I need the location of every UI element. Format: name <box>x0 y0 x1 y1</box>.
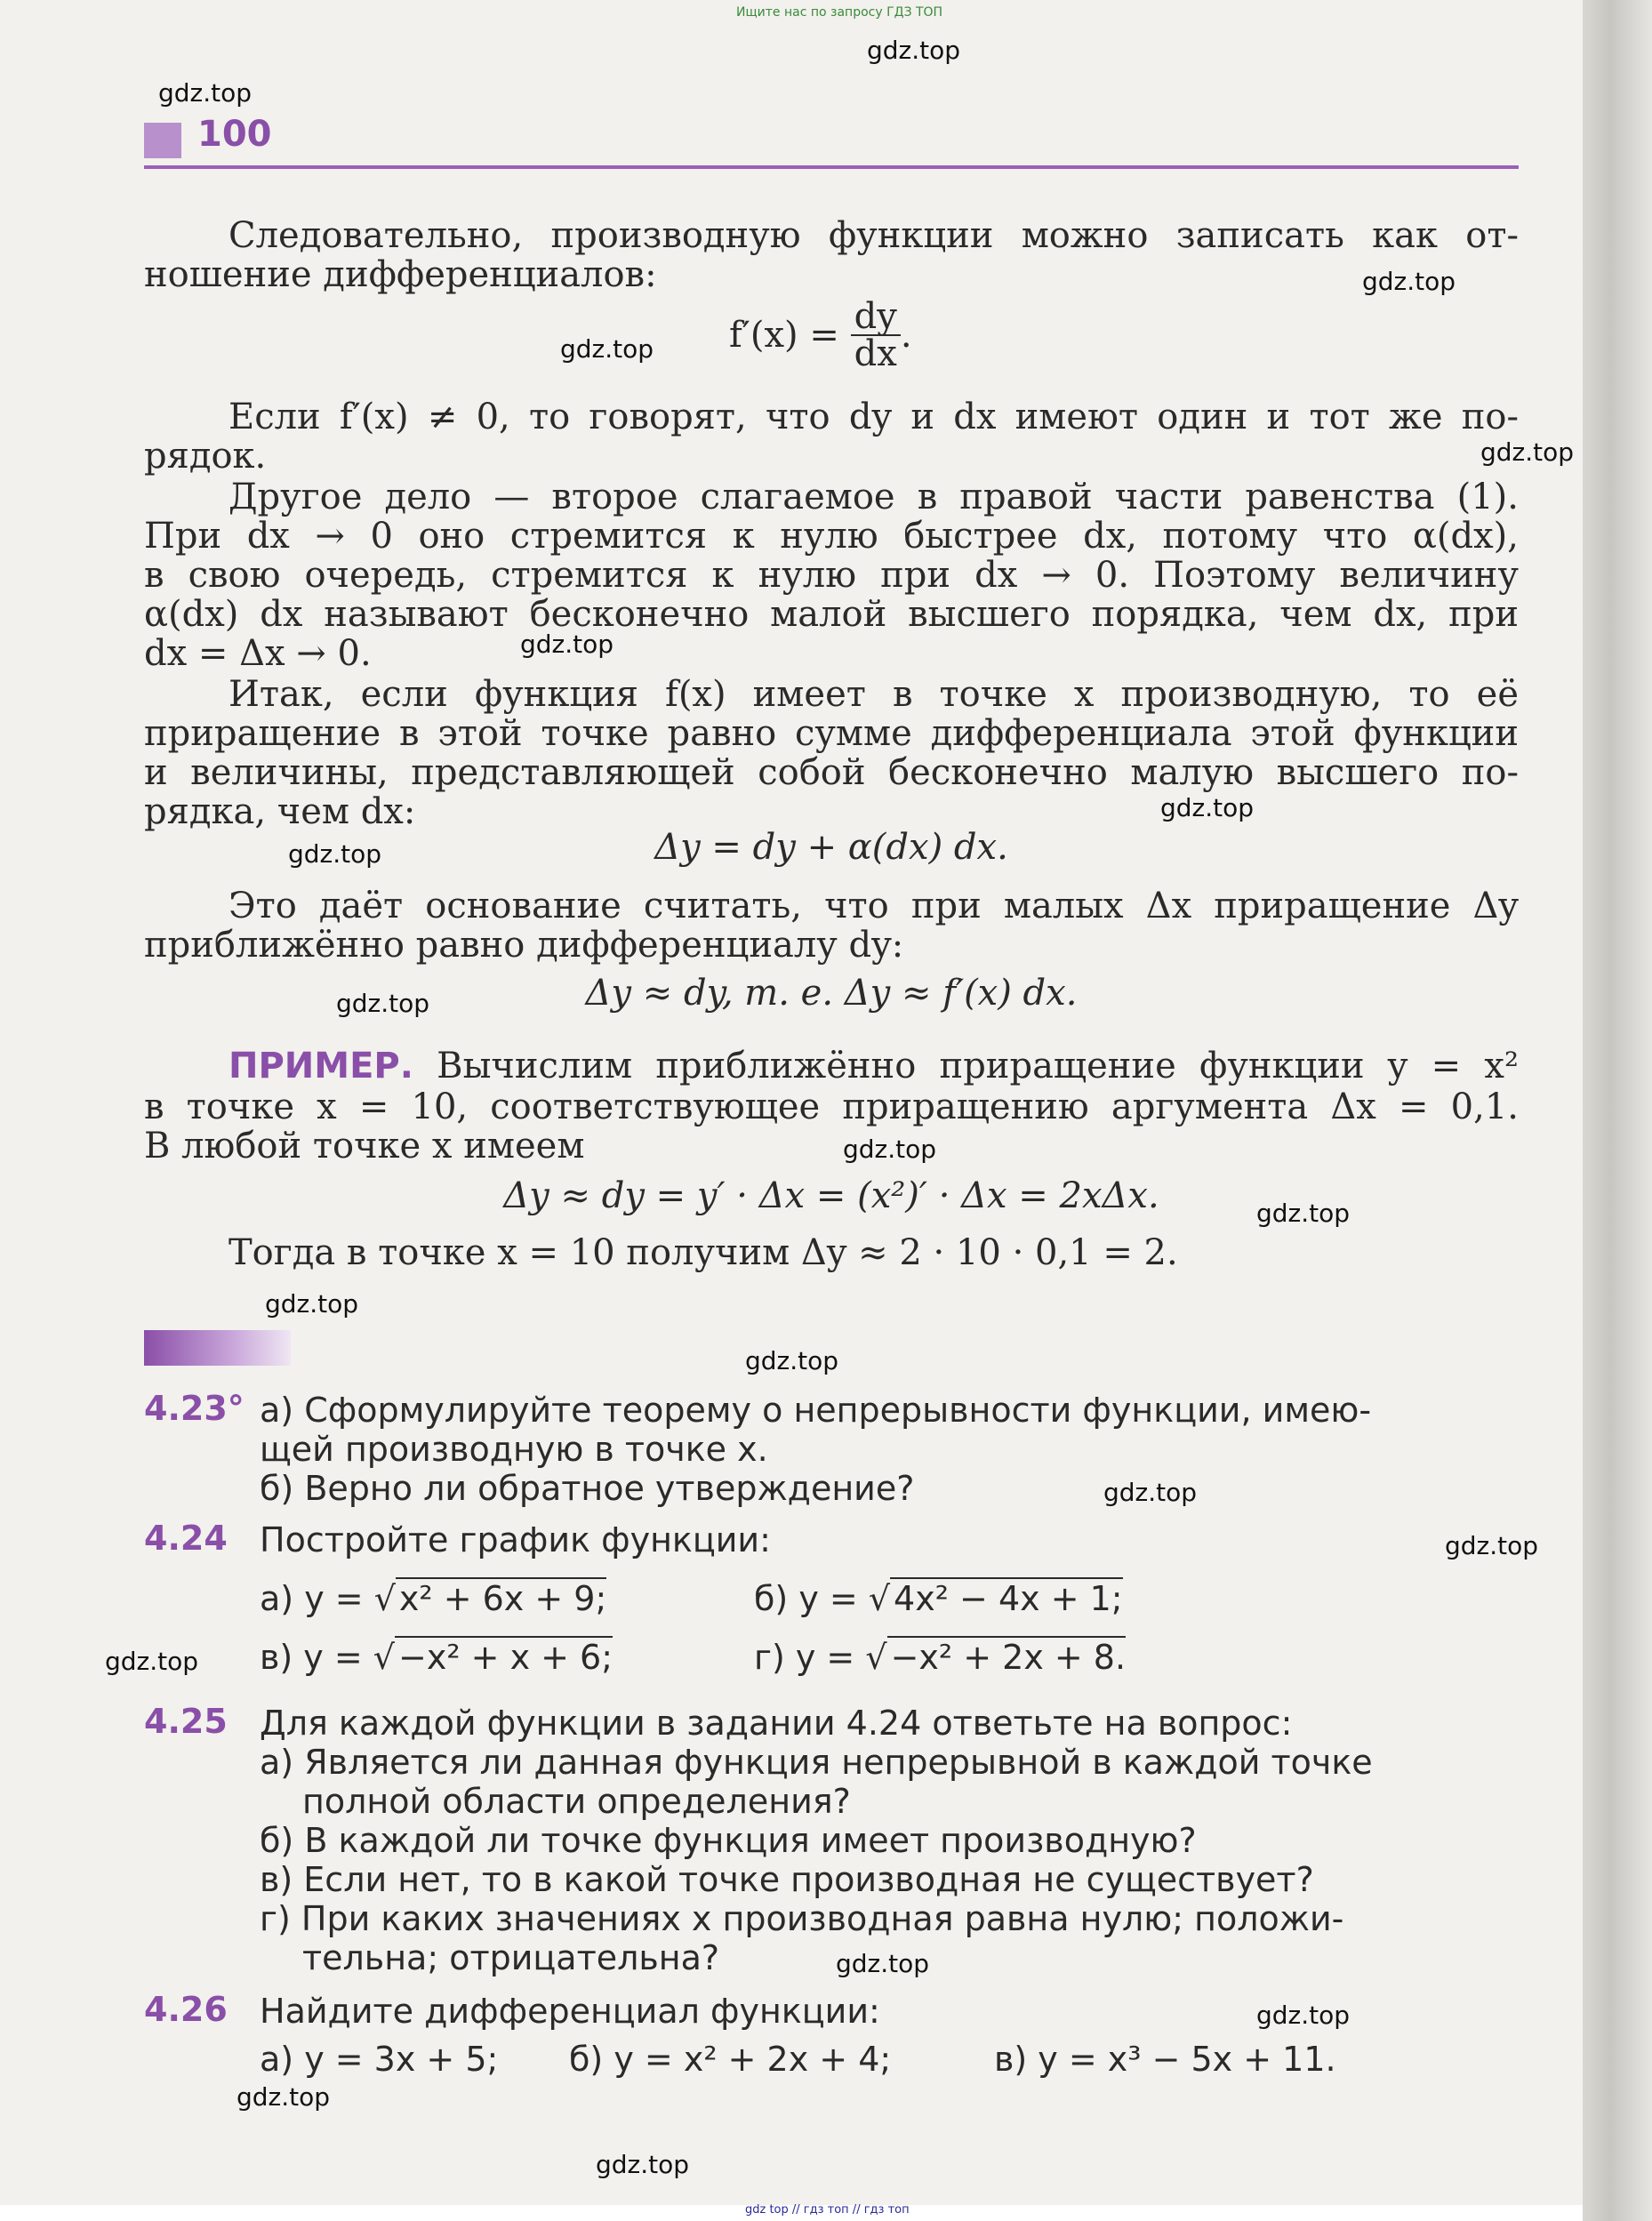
example-line2: в точке x = 10, соответствующее приращению аргумента Δx = 0,1. <box>144 1086 1519 1127</box>
sqrt-sign: √ <box>865 1638 887 1677</box>
para4-line3: и величины, представляющей собой бесконечно малую высшего по- <box>144 752 1519 793</box>
example-label: ПРИМЕР. <box>229 1046 413 1086</box>
task-number-4-23: 4.23° <box>144 1389 245 1428</box>
watermark-text: gdz.top <box>265 1289 359 1319</box>
watermark-text: gdz.top <box>105 1647 199 1676</box>
task-4-25-line1: Для каждой функции в задании 4.24 ответьте на вопрос: <box>260 1704 1293 1743</box>
task-4-24-line1: Постройте график функции: <box>260 1520 771 1560</box>
formula1-lhs: f′(x) = <box>729 315 839 356</box>
watermark-text: gdz.top <box>1480 437 1575 467</box>
watermark-text: gdz.top <box>288 839 382 869</box>
para5-line2: приближённо равно дифференциалу dy: <box>144 925 904 966</box>
exercises-section-bar <box>144 1330 291 1366</box>
task-4-24-v-radicand: −x² + x + 6; <box>395 1636 613 1677</box>
para4-line2: приращение в этой точке равно сумме дифференциала этой функции <box>144 713 1519 754</box>
para3-line4: α(dx) dx называют бесконечно малой высшего порядка, чем dx, при <box>144 594 1519 635</box>
para2-line2: рядок. <box>144 436 267 477</box>
watermark-text: gdz.top <box>1445 1531 1539 1560</box>
watermark-text: gdz.top <box>843 1135 937 1164</box>
para3-line2: При dx → 0 оно стремится к нулю быстрее dx, потому что α(dx), <box>144 516 1520 557</box>
task-4-25-line4: б) В каждой ли точке функция имеет производную? <box>260 1821 1197 1860</box>
para3-line1: Другое дело — второе слагаемое в правой части равенства (1). <box>229 477 1519 517</box>
task-4-26-line1: Найдите дифференциал функции: <box>260 1992 880 2031</box>
para4-line1: Итак, если функция f(x) имеет в точке x производную, то её <box>229 674 1519 715</box>
task-4-24-item-g <box>754 1638 1126 1677</box>
example-formula: Δy ≈ dy = y′ · Δx = (x²)′ · Δx = 2xΔx. <box>503 1175 1159 1216</box>
watermark-text: gdz.top <box>560 334 654 364</box>
task-4-24-item-b <box>754 1579 1123 1618</box>
task-number-4-25: 4.25 <box>144 1702 228 1741</box>
formula1-numerator: dy <box>851 299 901 336</box>
example-line1 <box>144 1046 1519 1086</box>
task-4-25-line5: в) Если нет, то в какой точке производная не существует? <box>260 1860 1314 1899</box>
para3-line3: в свою очередь, стремится к нулю при dx → 0. Поэтому величину <box>144 555 1519 596</box>
task-4-24-b-radicand: 4x² − 4x + 1; <box>890 1577 1123 1618</box>
formula-approximation: Δy ≈ dy, т. е. Δy ≈ f′(x) dx. <box>585 973 1078 1014</box>
task-4-25-line6: г) При каких значениях x производная равна нулю; положи- <box>260 1899 1344 1938</box>
sqrt-sign: √ <box>373 1579 396 1618</box>
watermark-text: gdz.top <box>1256 2001 1351 2030</box>
para1-line1: Следовательно, производную функции можно записать как от- <box>229 215 1519 256</box>
task-4-26-item-b: б) y = x² + 2x + 4; <box>569 2040 892 2079</box>
formula-increment: Δy = dy + α(dx) dx. <box>654 827 1008 868</box>
para2-line1: Если f′(x) ≠ 0, то говорят, что dy и dx имеют один и тот же по- <box>229 397 1519 437</box>
task-4-23-line2: щей производную в точке x. <box>260 1430 768 1469</box>
sqrt-sign: √ <box>868 1579 891 1618</box>
top-search-note: Ищите нас по запросу ГДЗ ТОП <box>736 5 943 20</box>
task-4-23-line3: б) Верно ли обратное утверждение? <box>260 1469 915 1508</box>
header-rule <box>144 165 1519 169</box>
bottom-note: gdz top // гдз топ // гдз топ <box>745 2203 910 2217</box>
sqrt-sign: √ <box>373 1638 396 1677</box>
task-4-25-line2: а) Является ли данная функция непрерывной в каждой точке <box>260 1743 1373 1782</box>
watermark-text: gdz.top <box>596 2150 690 2179</box>
example-line1-text: Вычислим приближённо приращение функции y = x² <box>413 1046 1519 1086</box>
para1-line2: ношение дифференциалов: <box>144 254 657 295</box>
task-4-24-a-radicand: x² + 6x + 9; <box>396 1577 606 1618</box>
watermark-text: gdz.top <box>1362 267 1456 296</box>
page-gutter-shadow <box>1583 0 1652 2221</box>
task-4-24-g-label: г) y = <box>754 1638 866 1677</box>
task-4-25-line3: полной области определения? <box>302 1782 851 1821</box>
task-4-24-v-label: в) y = <box>260 1638 373 1677</box>
para5-line1: Это даёт основание считать, что при малых Δx приращение Δy <box>229 886 1519 926</box>
task-4-24-g-radicand: −x² + 2x + 8. <box>887 1636 1126 1677</box>
page-number: 100 <box>197 114 272 155</box>
watermark-text: gdz.top <box>237 2082 331 2112</box>
watermark-text: gdz.top <box>836 1949 930 1978</box>
task-number-4-24: 4.24 <box>144 1519 228 1558</box>
formula1-fraction <box>851 296 901 374</box>
watermark-text: gdz.top <box>158 78 253 108</box>
formula1-denominator: dx <box>854 333 897 374</box>
watermark-text: gdz.top <box>336 989 430 1018</box>
watermark-text: gdz.top <box>1103 1478 1198 1507</box>
task-4-24-a-label: а) y = <box>260 1579 374 1618</box>
watermark-text: gdz.top <box>1256 1199 1351 1228</box>
watermark-text: gdz.top <box>867 36 961 65</box>
formula-derivative-ratio <box>729 296 912 374</box>
para3-line5: dx = Δx → 0. <box>144 633 372 674</box>
page-number-marker <box>144 123 181 158</box>
example-result: Тогда в точке x = 10 получим Δy ≈ 2 · 10 · 0,1 = 2. <box>229 1232 1178 1273</box>
para4-line4: рядка, чем dx: <box>144 791 416 832</box>
task-4-24-item-v <box>260 1638 613 1677</box>
task-4-26-item-v: в) y = x³ − 5x + 11. <box>994 2040 1336 2079</box>
watermark-text: gdz.top <box>1160 793 1255 822</box>
task-4-25-line7: тельна; отрицательна? <box>302 1938 720 1977</box>
task-4-23-line1: а) Сформулируйте теорему о непрерывности функции, имею- <box>260 1391 1372 1430</box>
watermark-text: gdz.top <box>745 1346 839 1375</box>
example-line3: В любой точке x имеем <box>144 1126 585 1167</box>
task-number-4-26: 4.26 <box>144 1990 228 2029</box>
task-4-24-item-a <box>260 1579 606 1618</box>
watermark-text: gdz.top <box>520 629 614 659</box>
task-4-24-b-label: б) y = <box>754 1579 869 1618</box>
task-4-26-item-a: а) y = 3x + 5; <box>260 2040 499 2079</box>
formula1-end: . <box>900 315 912 356</box>
